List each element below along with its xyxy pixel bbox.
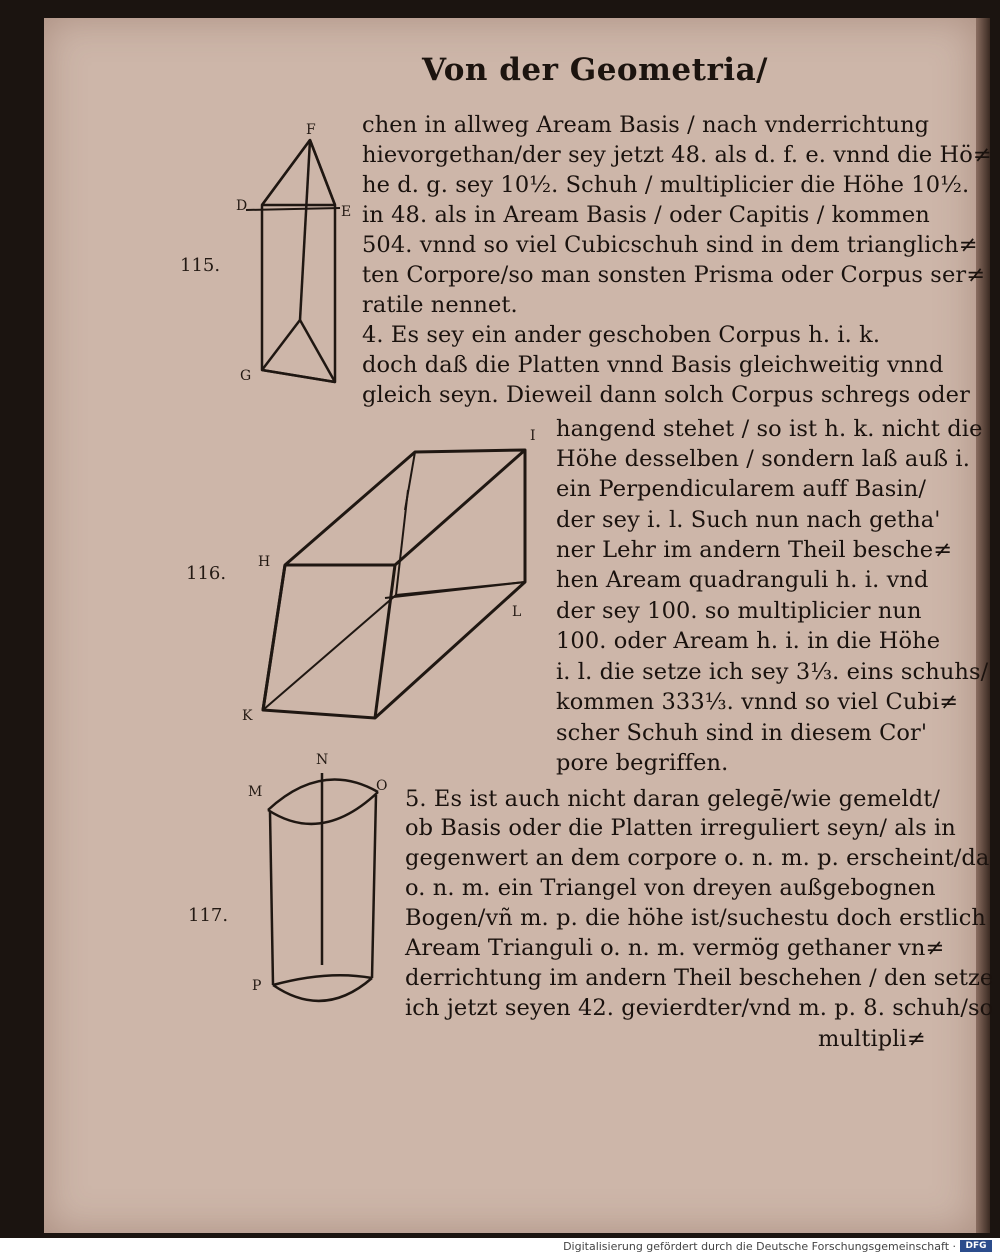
figure-number-116: 116. bbox=[186, 563, 227, 584]
text-line: hen Aream quadranguli h. i. vnd bbox=[556, 567, 929, 593]
text-line: ob Basis oder die Platten irreguliert seyn/ als in bbox=[405, 815, 956, 841]
label-O: O bbox=[376, 778, 388, 794]
text-line: der sey 100. so multiplicier nun bbox=[556, 598, 922, 624]
text-line: chen in allweg Aream Basis / nach vnderrichtung bbox=[362, 112, 930, 138]
text-line: multipli≠ bbox=[818, 1026, 926, 1052]
text-line: kommen 333⅓. vnnd so viel Cubi≠ bbox=[556, 689, 959, 715]
text-line: he d. g. sey 10½. Schuh / multiplicier die Höhe 10½. bbox=[362, 172, 970, 198]
text-line: hangend stehet / so ist h. k. nicht die bbox=[556, 416, 983, 442]
dfg-logo: DFG bbox=[960, 1240, 992, 1252]
text-line: Aream Trianguli o. n. m. vermög gethaner vn≠ bbox=[405, 935, 945, 961]
text-line: 100. oder Aream h. i. in die Höhe bbox=[556, 628, 941, 654]
running-heading: Von der Geometria/ bbox=[422, 52, 768, 88]
text-line: 5. Es ist auch nicht daran gelegē/wie gemeldt/ bbox=[405, 786, 941, 812]
label-H: H bbox=[258, 554, 271, 570]
label-M: M bbox=[248, 784, 263, 800]
text-line: Bogen/vñ m. p. die höhe ist/suchestu doch erstlich bbox=[405, 905, 987, 931]
label-N: N bbox=[316, 752, 329, 768]
text-line: Höhe desselben / sondern laß auß i. bbox=[556, 446, 970, 472]
text-line: derrichtung im andern Theil beschehen / den setze bbox=[405, 965, 994, 991]
figure-number-115: 115. bbox=[180, 255, 221, 276]
text-line: 4. Es sey ein ander geschoben Corpus h. i. k. bbox=[362, 322, 881, 348]
footer-credit: Digitalisierung gefördert durch die Deutsche Forschungsgemeinschaft · bbox=[563, 1240, 956, 1253]
text-line: ein Perpendicularem auff Basin/ bbox=[556, 476, 926, 502]
text-line: ratile nennet. bbox=[362, 292, 518, 318]
footer-bar bbox=[0, 1238, 1000, 1255]
label-P: P bbox=[252, 978, 262, 994]
text-line: ten Corpore/so man sonsten Prisma oder Corpus ser≠ bbox=[362, 262, 986, 288]
text-line: der sey i. l. Such nun nach getha' bbox=[556, 507, 941, 533]
text-line: scher Schuh sind in diesem Cor' bbox=[556, 720, 928, 746]
label-D: D bbox=[236, 198, 248, 214]
text-line: pore begriffen. bbox=[556, 750, 729, 776]
label-G: G bbox=[240, 368, 252, 384]
label-E: E bbox=[341, 204, 352, 220]
label-F: F bbox=[306, 122, 316, 138]
text-line: ner Lehr im andern Theil besche≠ bbox=[556, 537, 953, 563]
label-I: I bbox=[530, 428, 536, 444]
text-line: ich jetzt seyen 42. gevierdter/vnd m. p. 8. schuh/so bbox=[405, 995, 994, 1021]
text-line: o. n. m. ein Triangel von dreyen außgebognen bbox=[405, 875, 936, 901]
text-line: 504. vnnd so viel Cubicschuh sind in dem trianglich≠ bbox=[362, 232, 978, 258]
label-K: K bbox=[242, 708, 253, 724]
text-line: in 48. als in Aream Basis / oder Capitis / kommen bbox=[362, 202, 930, 228]
label-L: L bbox=[512, 604, 522, 620]
text-line: gegenwert an dem corpore o. n. m. p. erscheint/da bbox=[405, 845, 990, 871]
text-line: hievorgethan/der sey jetzt 48. als d. f. e. vnnd die Hö≠ bbox=[362, 142, 992, 168]
text-line: doch daß die Platten vnnd Basis gleichweitig vnnd bbox=[362, 352, 944, 378]
figure-number-117: 117. bbox=[188, 905, 229, 926]
text-line: i. l. die setze ich sey 3⅓. eins schuhs/ bbox=[556, 659, 989, 685]
text-line: gleich seyn. Dieweil dann solch Corpus schregs oder bbox=[362, 382, 970, 408]
